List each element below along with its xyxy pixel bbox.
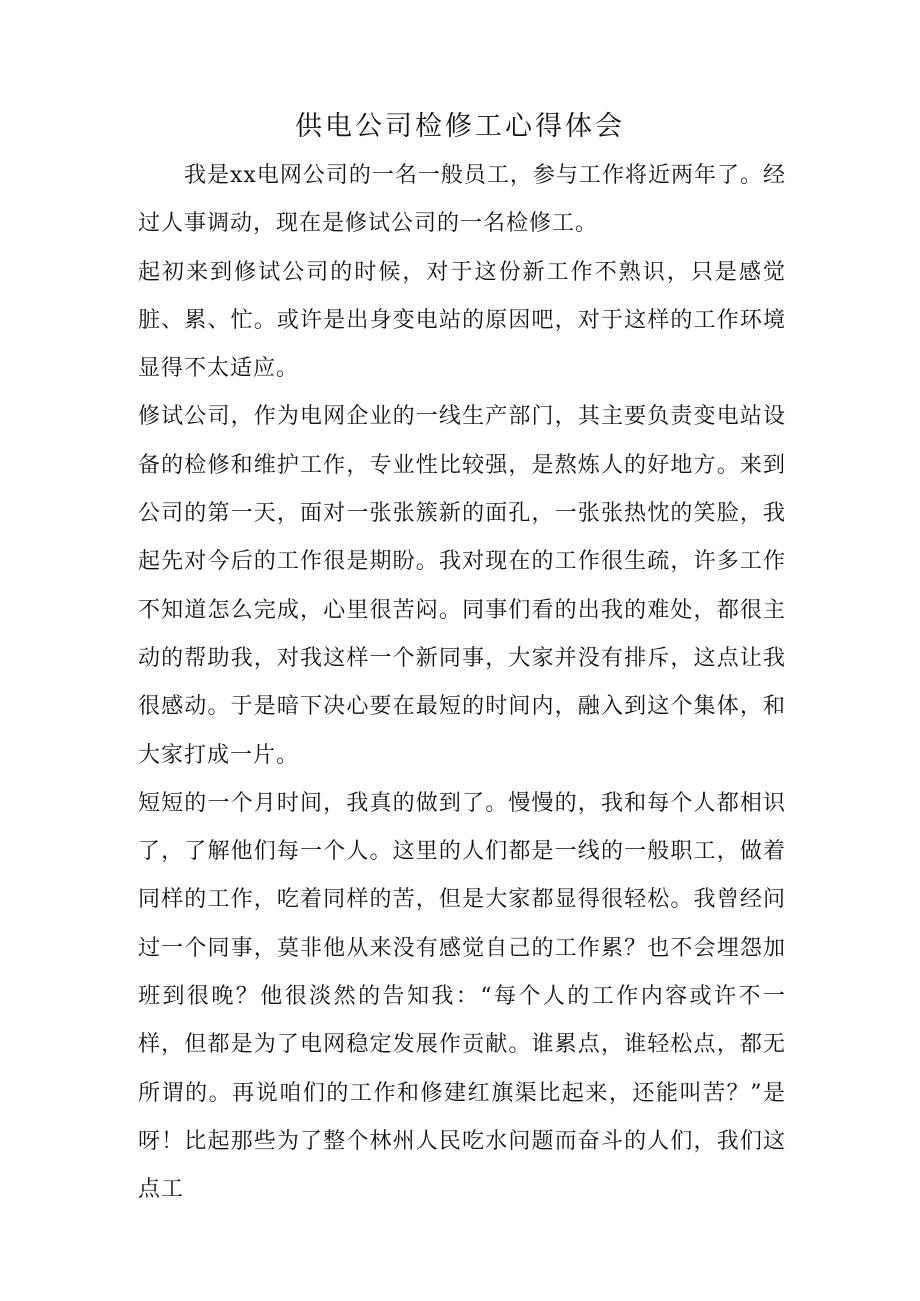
paragraph-first-impressions: 起初来到修试公司的时候，对于这份新工作不熟识，只是感觉脏、累、忙。或许是出身变电站的原因吧，对于这样的工作环境显得不太适应。 [138, 259, 786, 382]
paragraph-intro: 我是xx电网公司的一名一般员工，参与工作将近两年了。经过人事调动，现在是修试公司的一名检修工。 [138, 163, 786, 237]
paragraph-company-description: 修试公司，作为电网企业的一线生产部门，其主要负责变电站设备的检修和维护工作，专业性比较强，是熬炼人的好地方。来到公司的第一天，面对一张张簇新的面孔，一张张热忱的笑脸，我起先对今后的工作很是期盼。我对现在的工作很生疏，许多工作不知道怎么完成，心里很苦闷。同事们看的出我的难处，都很主动的帮助我，对我这样一个新同事，大家并没有排斥，这点让我很感动。于是暗下决心要在最短的时间内，融入到这个集体，和大家打成一片。 [138, 404, 786, 768]
document-body [138, 152, 786, 1215]
document-title: 供电公司检修工心得体会 [295, 111, 625, 142]
paragraph-one-month: 短短的一个月时间，我真的做到了。慢慢的，我和每个人都相识了，了解他们每一个人。这里的人们都是一线的一般职工，做着同样的工作，吃着同样的苦，但是大家都显得很轻松。我曾经问过一个同事，莫非他从来没有感觉自己的工作累？也不会埋怨加班到很晚？他很淡然的告知我：“每个人的工作内容或许不一样，但都是为了电网稳定发展作贡献。谁累点，谁轻松点，都无所谓的。再说咱们的工作和修建红旗渠比起来，还能叫苦？”是呀！比起那些为了整个林州人民吃水问题而奋斗的人们，我们这点工 [138, 790, 786, 1203]
